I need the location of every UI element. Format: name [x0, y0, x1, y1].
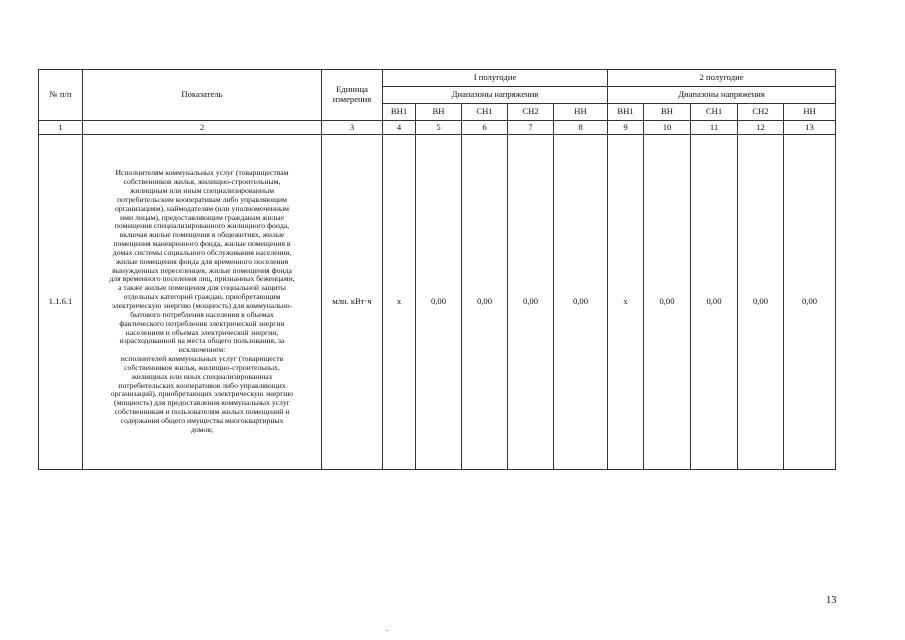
range-sn1: СН1 [462, 104, 508, 121]
range-vn1: ВН1 [383, 104, 416, 121]
column-number: 11 [691, 121, 738, 135]
header-ranges-half1: Диапазоны напряжения [383, 87, 608, 104]
header-ranges-half2: Диапазоны напряжения [608, 87, 836, 104]
column-number: 13 [784, 121, 836, 135]
header-row [39, 70, 836, 87]
tariff-table [38, 69, 836, 470]
value-cell: 0,00 [416, 135, 462, 470]
range-sn1: СН1 [691, 104, 738, 121]
range-nn: НН [784, 104, 836, 121]
column-number-row [39, 121, 836, 135]
row-description: Исполнителям коммунальных услуг (товариществам собственников жилья, жилищно-строительным, жилищным или иным специализированным потребительским кооперативам либо управляющим организациям), наймодателям (или уполномоченным ими лицам), предоставляющим гражданам жилые помещения специализированного жилищного фонда, включая жилые помещения в общежитиях, жилые помещения маневренного фонда, жилые помещения в домах системы социального обслуживания населения, жилые помещения фонда для временного поселения вынужденных переселенцев, жилые помещения фонда для временного поселения лиц, признанных беженцами, а также жилые помещения для социальной защиты отдельных категорий граждан, приобретающим электрическую энергию (мощность) для коммунально- бытового потребления населения в объемах фактического потребления электрической энергии населением и объемах электрической энергии, израсходованной на места общего пользования, за исключением: исполнителей коммунальных услуг (товариществ собственников жилья, жилищно-строительных, жилищных или иных специализированных потребительских кооперативов либо управляющих организаций), приобретающих электрическую энергию (мощность) для предоставления коммунальных услуг собственникам и пользователям жилых помещений и содержания общего имущества многоквартирных домов; [83, 135, 322, 470]
range-vn: ВН [416, 104, 462, 121]
page-number: 13 [826, 595, 837, 606]
value-cell: 0,00 [691, 135, 738, 470]
value-cell: 0,00 [554, 135, 608, 470]
value-cell: 0,00 [644, 135, 691, 470]
value-cell: 0,00 [738, 135, 784, 470]
column-number: 3 [322, 121, 383, 135]
value-cell: x [608, 135, 644, 470]
range-vn1: ВН1 [608, 104, 644, 121]
header-unit: Единица измерения [322, 70, 383, 121]
range-sn2: СН2 [508, 104, 554, 121]
column-number: 1 [39, 121, 83, 135]
header-indicator: Показатель [83, 70, 322, 121]
column-number: 12 [738, 121, 784, 135]
column-number: 6 [462, 121, 508, 135]
value-cell: 0,00 [784, 135, 836, 470]
header-half1: I полугодие [383, 70, 608, 87]
row-unit: млн. кВт·ч [322, 135, 383, 470]
scan-speck [386, 630, 388, 631]
header-num: № п/п [39, 70, 83, 121]
value-cell: x [383, 135, 416, 470]
value-cell: 0,00 [508, 135, 554, 470]
column-number: 5 [416, 121, 462, 135]
range-sn2: СН2 [738, 104, 784, 121]
header-half2: 2 полугодие [608, 70, 836, 87]
column-number: 10 [644, 121, 691, 135]
column-number: 2 [83, 121, 322, 135]
range-nn: НН [554, 104, 608, 121]
column-number: 8 [554, 121, 608, 135]
value-cell: 0,00 [462, 135, 508, 470]
table-row [39, 135, 836, 470]
range-vn: ВН [644, 104, 691, 121]
row-id: 1.1.6.1 [39, 135, 83, 470]
column-number: 9 [608, 121, 644, 135]
column-number: 7 [508, 121, 554, 135]
column-number: 4 [383, 121, 416, 135]
